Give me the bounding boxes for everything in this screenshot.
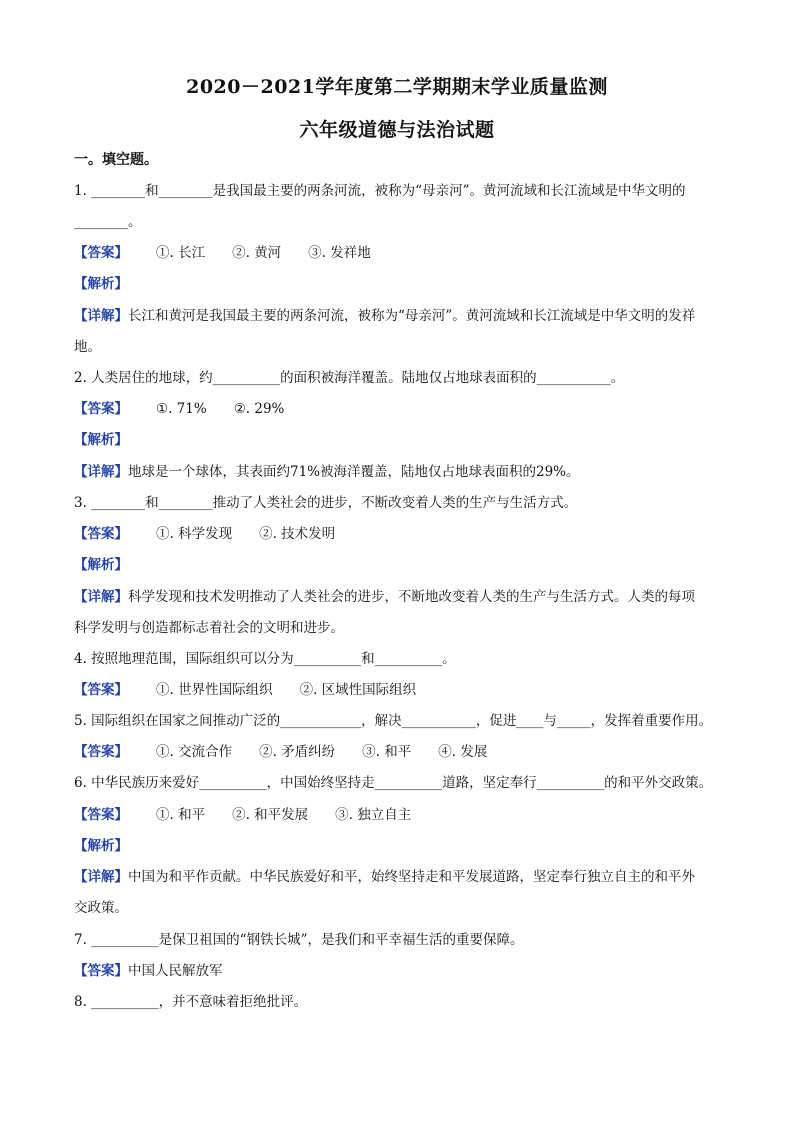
detail-row-1 — [74, 306, 724, 326]
question-8: 8. __________，并不意味着拒绝批评。 — [74, 994, 308, 1010]
answer-row-5 — [74, 742, 724, 762]
analysis-tag: 【解析】 — [74, 557, 128, 573]
detail-text-6b: 交政策。 — [74, 900, 128, 916]
detail-text-3b: 科学发明与创造都标志着社会的文明和进步。 — [74, 620, 344, 636]
answer-text-3: ①. 科学发现 ②. 技术发明 — [156, 526, 336, 542]
detail-row-2 — [74, 462, 724, 482]
answer-text-1: ①. 长江 ②. 黄河 ③. 发祥地 — [156, 245, 371, 261]
analysis-tag: 【解析】 — [74, 838, 128, 854]
question-5: 5. 国际组织在国家之间推动广泛的____________，解决___________，促进____与_____，发挥着重要作用。 — [74, 713, 713, 729]
question-1-line-2: ________。 — [74, 214, 142, 230]
detail-row-6 — [74, 867, 724, 887]
detail-text-6a: 中国为和平作贡献。中华民族爱好和平，始终坚持走和平发展道路，坚定奉行独立自主的和平外 — [128, 869, 695, 885]
answer-tag: 【答案】 — [74, 682, 128, 698]
answer-text-6: ①. 和平 ②. 和平发展 ③. 独立自主 — [156, 807, 412, 823]
detail-tag: 【详解】 — [74, 308, 128, 324]
answer-row-3 — [74, 524, 724, 544]
question-3: 3. ________和________推动了人类社会的进步，不断改变着人类的生产与生活方式。 — [74, 495, 578, 511]
answer-tag: 【答案】 — [74, 807, 128, 823]
answer-row-1 — [74, 243, 724, 263]
detail-text-3a: 科学发现和技术发明推动了人类社会的进步，不断地改变着人类的生产与生活方式。人类的每项 — [128, 589, 695, 605]
answer-text-7: 中国人民解放军 — [128, 963, 223, 979]
detail-tag: 【详解】 — [74, 869, 128, 885]
detail-text-1b: 地。 — [74, 339, 101, 355]
analysis-tag: 【解析】 — [74, 276, 128, 292]
detail-text-2: 地球是一个球体，其表面约71%被海洋覆盖，陆地仅占地球表面积的29%。 — [128, 464, 580, 480]
question-2: 2. 人类居住的地球，约__________的面积被海洋覆盖。陆地仅占地球表面积的___________。 — [74, 370, 625, 386]
answer-tag: 【答案】 — [74, 744, 128, 760]
detail-text-1a: 长江和黄河是我国最主要的两条河流，被称为“母亲河”。黄河流域和长江流域是中华文明的发祥 — [128, 308, 696, 324]
answer-tag: 【答案】 — [74, 963, 128, 979]
detail-tag: 【详解】 — [74, 464, 128, 480]
answer-row-4 — [74, 680, 724, 700]
detail-tag: 【详解】 — [74, 589, 128, 605]
section-title: 一。填空题。 — [74, 152, 158, 168]
question-6: 6. 中华民族历来爱好__________，中国始终坚持走__________道路，坚定奉行__________的和平外交政策。 — [74, 775, 713, 791]
analysis-row-6 — [74, 836, 724, 856]
page-subtitle: 六年级道德与法治试题 — [299, 119, 495, 141]
answer-tag: 【答案】 — [74, 401, 128, 417]
answer-text-2: ①. 71% ②. 29% — [156, 401, 285, 417]
answer-row-2 — [74, 399, 724, 419]
page-title: 2020－2021学年度第二学期期末学业质量监测 — [186, 76, 608, 98]
answer-row-6 — [74, 805, 724, 825]
question-7: 7. __________是保卫祖国的“钢铁长城”，是我们和平幸福生活的重要保障。 — [74, 932, 524, 948]
analysis-row-2 — [74, 430, 724, 450]
answer-text-5: ①. 交流合作 ②. 矛盾纠纷 ③. 和平 ④. 发展 — [156, 744, 488, 760]
answer-row-7 — [74, 961, 724, 981]
analysis-row-3 — [74, 555, 724, 575]
question-1-line-1: 1. ________和________是我国最主要的两条河流，被称为“母亲河”。黄河流域和长江流域是中华文明的 — [74, 183, 686, 199]
analysis-tag: 【解析】 — [74, 432, 128, 448]
detail-row-3 — [74, 587, 724, 607]
analysis-row-1 — [74, 274, 724, 294]
question-4: 4. 按照地理范围，国际组织可以分为__________和__________。 — [74, 651, 456, 667]
answer-text-4: ①. 世界性国际组织 ②. 区域性国际组织 — [156, 682, 417, 698]
answer-tag: 【答案】 — [74, 526, 128, 542]
answer-tag: 【答案】 — [74, 245, 128, 261]
